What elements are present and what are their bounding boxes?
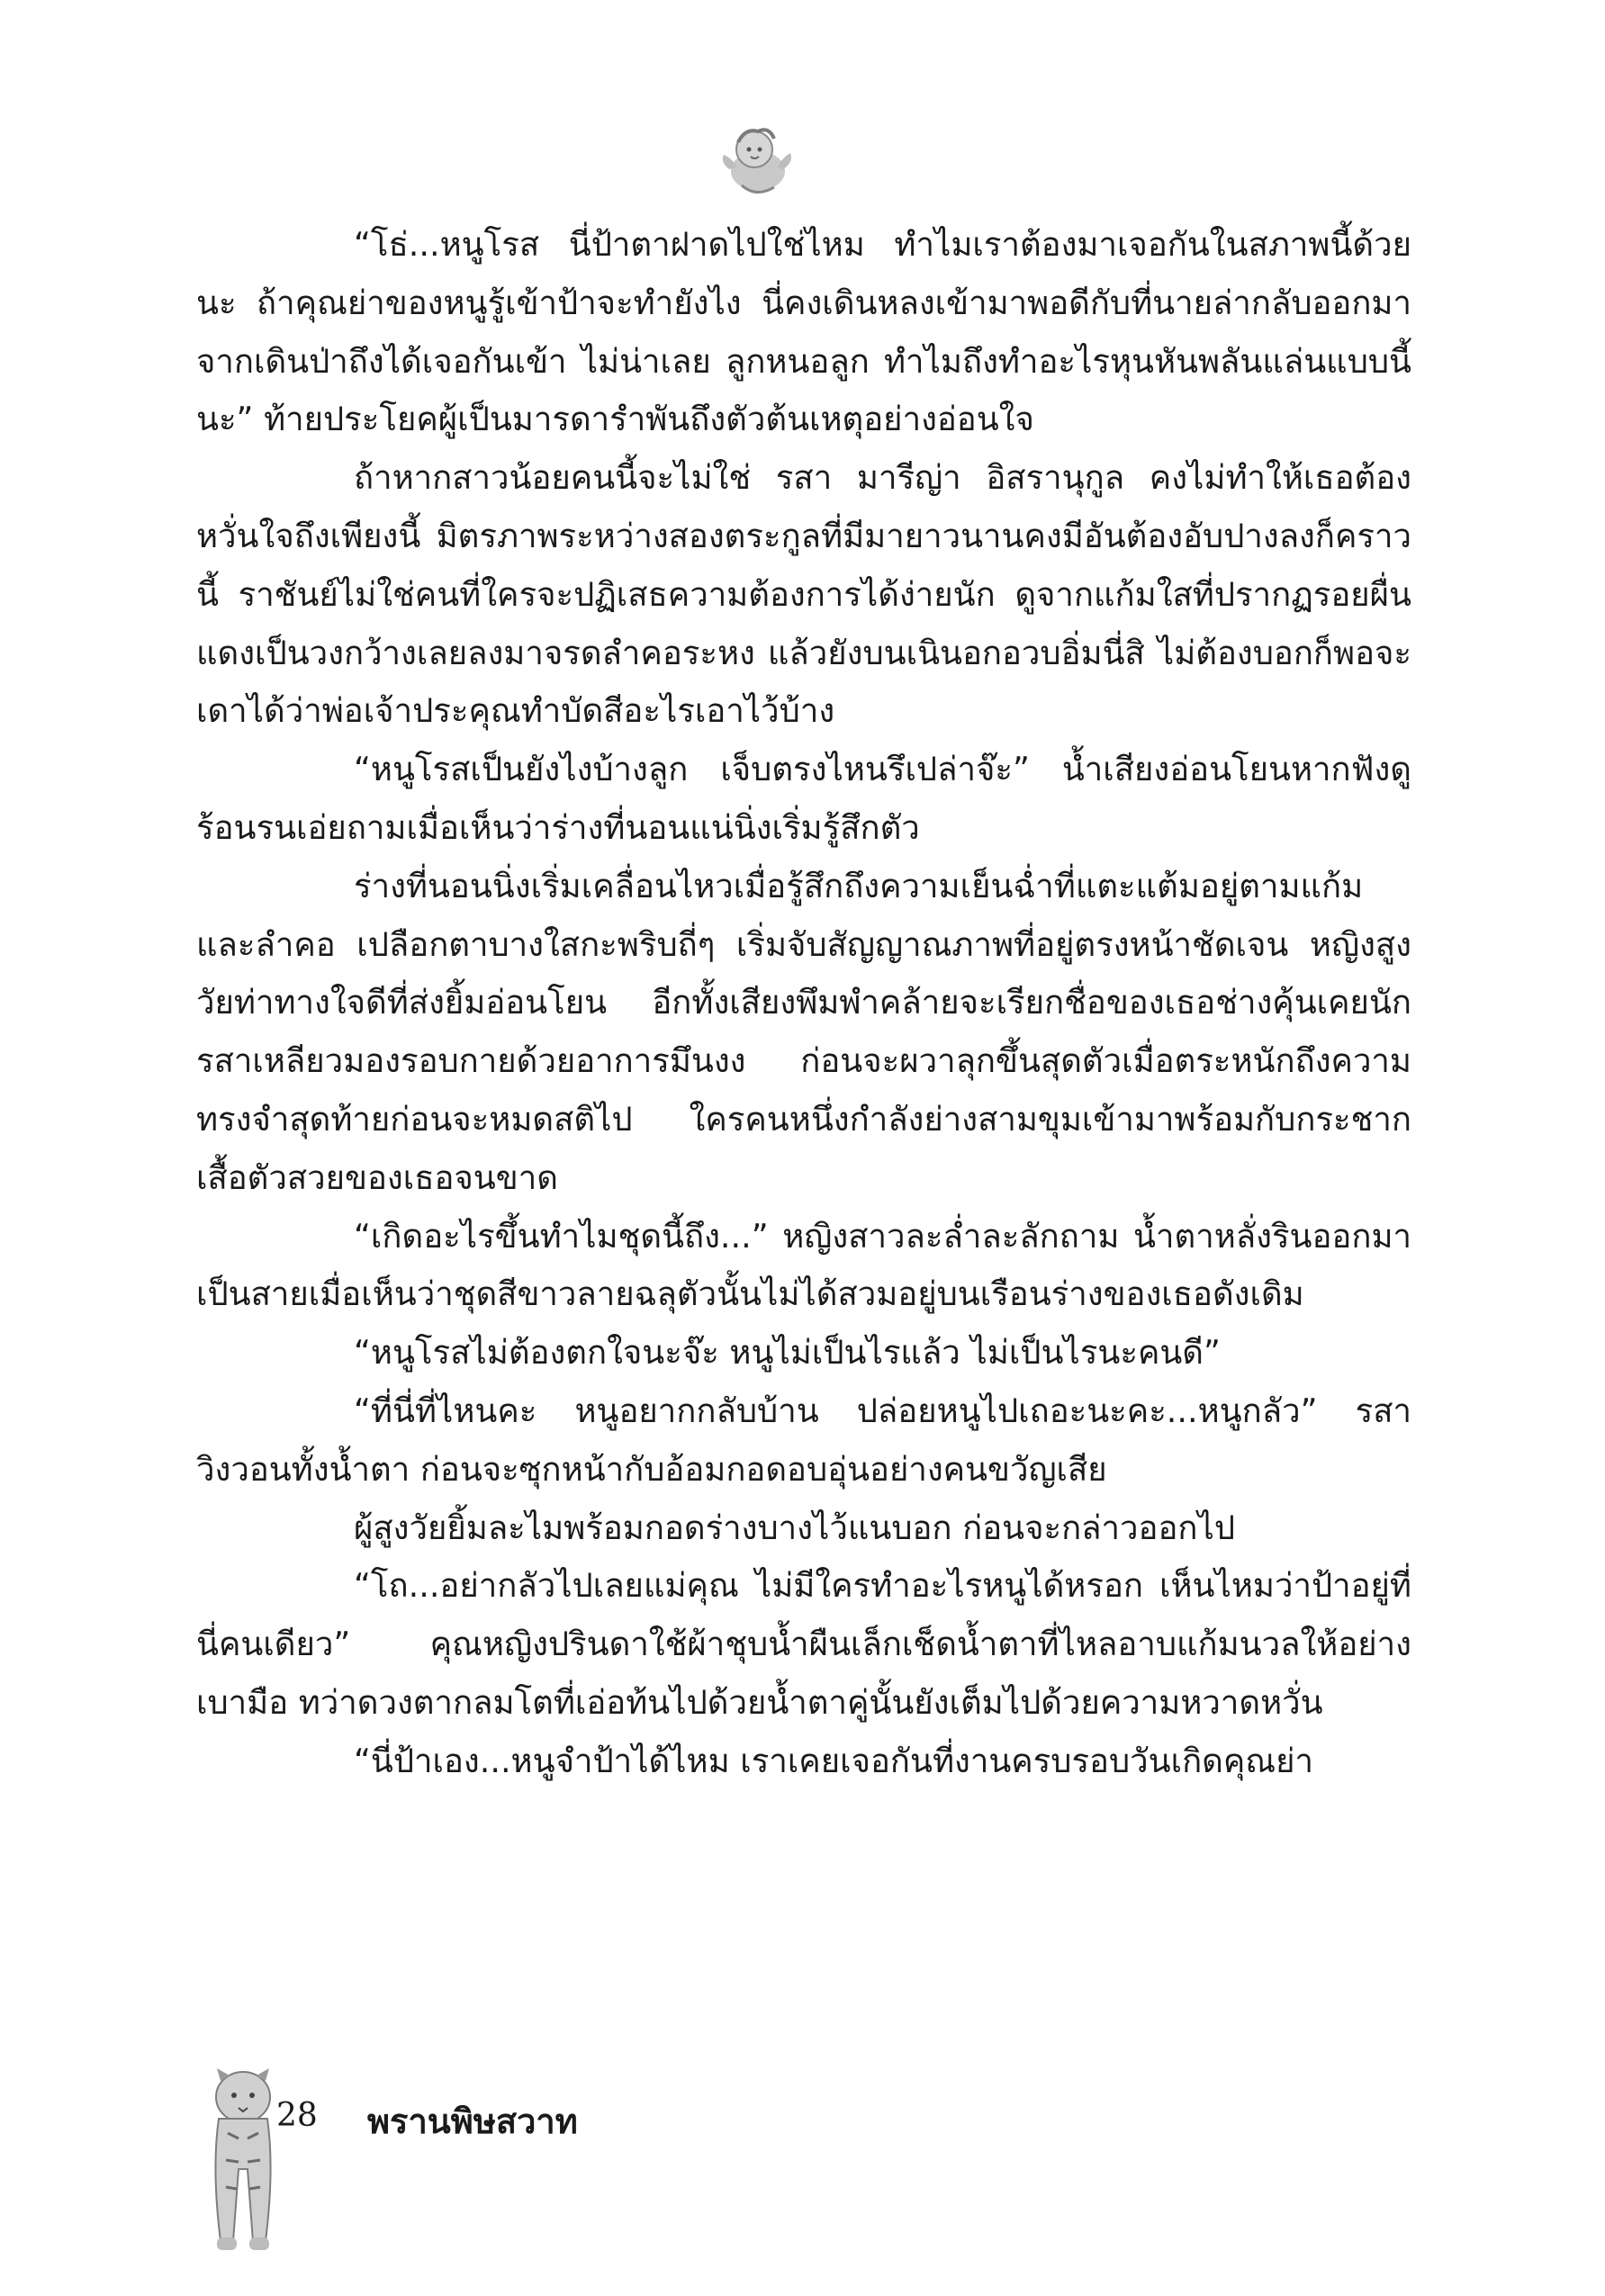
paragraph: “หนูโรสเป็นยังไงบ้างลูก เจ็บตรงไหนรึเปล่าจ๊ะ” น้ำเสียงอ่อนโยนหากฟังดูร้อนรนเอ่ยถามเมื่อเห็นว่าร่างที่นอนแน่นิ่งเริ่มรู้สึกตัว xyxy=(196,750,1411,847)
paragraph: ถ้าหากสาวน้อยคนนี้จะไม่ใช่ รสา มารีญ่า อิสรานุกูล คงไม่ทำให้เธอต้องหวั่นใจถึงเพียงนี้ มิตรภาพระหว่างสองตระกูลที่มีมายาวนานคงมีอันต้องอับปางลงก็คราวนี้ ราชันย์ไม่ใช่คนที่ใครจะปฏิเสธความต้องการได้ง่ายนัก ดูจากแก้มใสที่ปรากฏรอยผื่นแดงเป็นวงกว้างเลยลงมาจรดลำคอระหง แล้วยังบนเนินอกอวบอิ่มนี่สิ ไม่ต้องบอกก็พอจะเดาได้ว่าพ่อเจ้าประคุณทำบัดสีอะไรเอาไว้บ้าง xyxy=(196,458,1411,731)
paragraph: “ที่นี่ที่ไหนคะ หนูอยากกลับบ้าน ปล่อยหนูไปเถอะนะคะ...หนูกลัว” รสาวิงวอนทั้งน้ำตา ก่อนจะซุกหน้ากับอ้อมกอดอบอุ่นอย่างคนขวัญเสีย xyxy=(196,1391,1411,1489)
cherub-ornament-icon xyxy=(711,115,801,205)
paragraph: “เกิดอะไรขึ้นทำไมชุดนี้ถึง...” หญิงสาวละล่ำละลักถาม น้ำตาหลั่งรินออกมาเป็นสายเมื่อเห็นว่าชุดสีขาวลายฉลุตัวนั้นไม่ได้สวมอยู่บนเรือนร่างของเธอดังเดิม xyxy=(196,1216,1411,1314)
paragraph: “โถ...อย่ากลัวไปเลยแม่คุณ ไม่มีใครทำอะไรหนูได้หรอก เห็นไหมว่าป้าอยู่ที่นี่คนเดียว” คุณหญิงปรินดาใช้ผ้าชุบน้ำผืนเล็กเช็ดน้ำตาที่ไหลอาบแก้มนวลให้อย่างเบามือ ทว่าดวงตากลมโตที่เอ่อท้นไปด้วยน้ำตาคู่นั้นยังเต็มไปด้วยความหวาดหวั่น xyxy=(196,1566,1411,1722)
paragraph: ผู้สูงวัยยิ้มละไมพร้อมกอดร่างบางไว้แนบอก ก่อนจะกล่าวออกไป xyxy=(354,1508,1235,1547)
paragraph: “นี่ป้าเอง...หนูจำป้าได้ไหม เราเคยเจอกันที่งานครบรอบวันเกิดคุณย่า xyxy=(354,1741,1314,1780)
page-footer xyxy=(194,2061,644,2286)
tiger-illustration-icon xyxy=(194,2061,293,2277)
page-number: 28 xyxy=(276,2097,318,2134)
paragraph: “โธ่...หนูโรส นี่ป้าตาฝาดไปใช่ไหม ทำไมเราต้องมาเจอกันในสภาพนี้ด้วยนะ ถ้าคุณย่าของหนูรู้เข้าป้าจะทำยังไง นี่คงเดินหลงเข้ามาพอดีกับที่นายล่ากลับออกมาจากเดินป่าถึงได้เจอกันเข้า ไม่น่าเลย ลูกหนอลูก ทำไมถึงทำอะไรหุนหันพลันแล่นแบบนี้นะ” ท้ายประโยคผู้เป็นมารดารำพันถึงตัวต้นเหตุอย่างอ่อนใจ xyxy=(196,225,1411,439)
book-title: พรานพิษสวาท xyxy=(367,2102,578,2141)
paragraph: ร่างที่นอนนิ่งเริ่มเคลื่อนไหวเมื่อรู้สึกถึงความเย็นฉ่ำที่แตะแต้มอยู่ตามแก้มและลำคอ เปลือกตาบางใสกะพริบถี่ๆ เริ่มจับสัญญาณภาพที่อยู่ตรงหน้าชัดเจน หญิงสูงวัยท่าทางใจดีที่ส่งยิ้มอ่อนโยน อีกทั้งเสียงพึมพำคล้ายจะเรียกชื่อของเธอช่างคุ้นเคยนัก รสาเหลียวมองรอบกายด้วยอาการมึนงง ก่อนจะผวาลุกขึ้นสุดตัวเมื่อตระหนักถึงความทรงจำสุดท้ายก่อนจะหมดสติไป ใครคนหนึ่งกำลังย่างสามขุมเข้ามาพร้อมกับกระชากเสื้อตัวสวยของเธอจนขาด xyxy=(196,866,1411,1197)
body-text xyxy=(196,216,1411,1791)
paragraph: “หนูโรสไม่ต้องตกใจนะจ๊ะ หนูไม่เป็นไรแล้ว ไม่เป็นไรนะคนดี” xyxy=(354,1333,1221,1373)
